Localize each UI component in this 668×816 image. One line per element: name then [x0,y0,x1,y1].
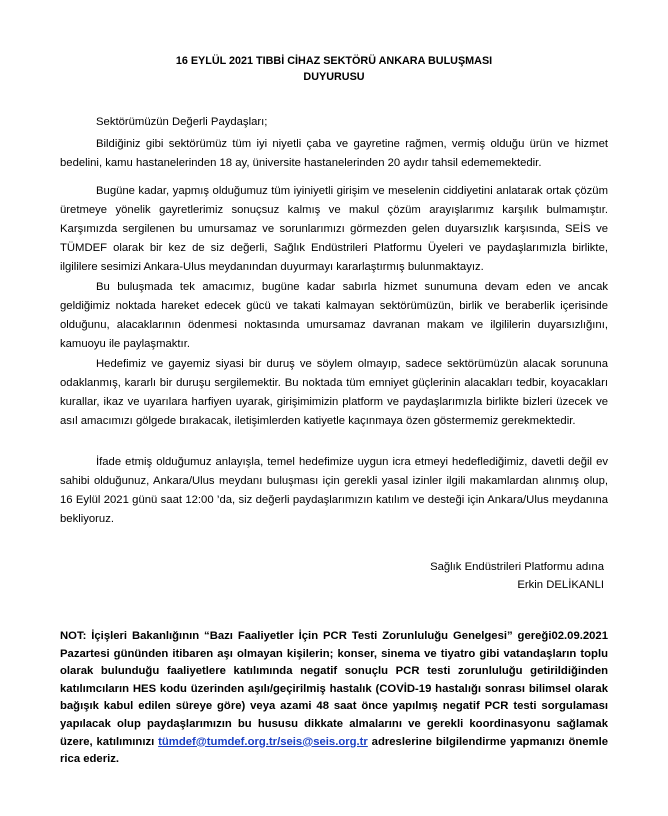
note-text: NOT: İçişleri Bakanlığının “Bazı Faaliyetler İçin PCR Testi Zorunluluğu Genelgesi” gereği02.09.2021 Pazartesi gününden itibaren aşı olmayan kişilerin; konser, sinema ve tiyatro gibi vatandaşların toplu olarak bulunduğu faaliyetlere katılımında negatif sonuçlu PCR testi zorunluluğu getirildiğinden katılımcıların HES kodu üzerinden aşılı/geçirilmiş hastalık (COVİD-19 hastalığı sonrası bilimsel olarak bağışık kabul edilen süreye göre) veya azami 48 saat önce yapılmış negatif PCR testi sorgulaması yapılacak olup paydaşlarımızın bu hususu dikkate almalarını ve gerekli koordinasyonu sağlamak üzere, katılımınızı [60,630,608,748]
note-paragraph [60,628,608,769]
paragraph-4: Hedefimiz ve gayemiz siyasi bir duruş ve söylem olmayıp, sadece sektörümüzün alacak sorununa odaklanmış, kararlı bir duruşu sergilemektir. Bu noktada tüm emniyet güçlerinin alacakları tedbir, koyacakları kurallar, ikaz ve uyarılara harfiyen uyarak, girişimimizin platform ve paydaşlarımızla birlikte bizleri üzecek ve asıl amacımızı gölgede bırakacak, iletişimlerden katiyetle kaçınmaya özen göstermemiz gerekmektedir. [60,358,608,427]
paragraph-1: Bildiğiniz gibi sektörümüz tüm iyi niyetli çaba ve gayretine rağmen, vermiş olduğu ürün ve hizmet bedelini, kamu hastanelerinden 18 ay, üniversite hastanelerinden 20 aydır tahsil edememektedir. [60,138,608,169]
document-subtitle: DUYURUSU [303,71,365,83]
salutation: Sektörümüzün Değerli Paydaşları; [96,116,268,128]
signature-organization: Sağlık Endüstrileri Platformu adına [430,561,604,573]
signature-name: Erkin DELİKANLI [517,579,604,591]
paragraph-3: Bu buluşmada tek amacımız, bugüne kadar sabırla hizmet sunumuna devam eden ve ancak geldiğimiz noktada hareket edecek gücü ve takati kalmayan sektörümüzün, birlik ve beraberlik içerisinde olduğunu, alacaklarının ödenmesi noktasında umursamaz davranan makam ve ilgililerin duyarsızlığını, kamuoyu ile paylaşmaktır. [60,281,608,350]
paragraph-2: Bugüne kadar, yapmış olduğumuz tüm iyiniyetli girişim ve meselenin ciddiyetini anlatarak ortak çözüm üretmeye yönelik gayretlerimiz sonuçsuz kalmış ve makul çözüm arayışlarımız karşılık bulmamıştır. Karşımızda sergilenen bu umursamaz ve sorunlarımızı görmezden gelen duyarsızlık karşısında, SEİS ve TÜMDEF olarak bir kez de siz değerli, Sağlık Endüstrileri Platformu Üyeleri ve paydaşlarımızla birlikte, ilgililere sesimizi Ankara-Ulus meydanından duyurmayı kararlaştırmış bulunmaktayız. [60,185,608,273]
note-text-end: adreslerine bilgilendirme yapmanızı önemle rica ederiz. [60,735,608,766]
paragraph-5: İfade etmiş olduğumuz anlayışla, temel hedefimize uygun icra etmeyi hedeflediğimiz, davetli değil ev sahibi olduğunuz, Ankara/Ulus meydanı buluşması için gerekli yasal izinler ilgili makamlardan alınmış olup, 16 Eylül 2021 günü saat 12:00 ’da, siz değerli paydaşlarımızın katılım ve desteği için Ankara/Ulus meydanına bekliyoruz. [60,456,608,525]
email-link[interactable]: tümdef@tumdef.org.tr/seis@seis.org.tr [158,735,368,748]
document-title: 16 EYLÜL 2021 TIBBİ CİHAZ SEKTÖRÜ ANKARA BULUŞMASI [175,55,493,67]
